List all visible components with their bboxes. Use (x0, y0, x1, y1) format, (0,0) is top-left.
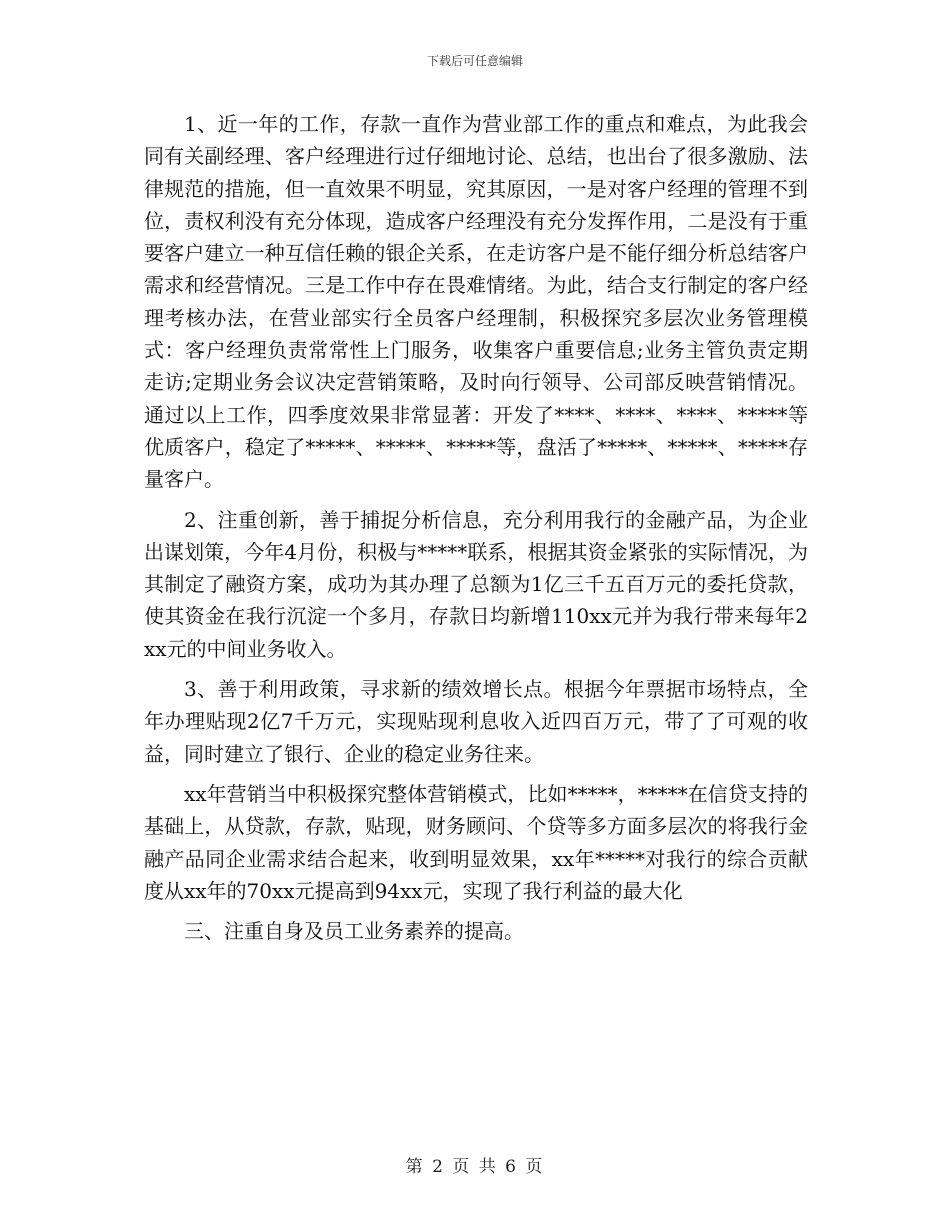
section-heading: 三、注重自身及员工业务素养的提高。 (184, 919, 524, 944)
paragraph-2: 2、注重创新，善于捕捉分析信息，充分利用我行的金融产品，为企业出谋划策，今年4月份，积极与*****联系，根据其资金紧张的实际情况，为其制定了融资方案，成功为其办理了总额为1亿三千五百万元的委托贷款，使其资金在我行沉淀一个多月，存款日均新增110xx元并为我行带来每年2xx元的中间业务收入。 (144, 507, 808, 661)
paragraph-1: 1、近一年的工作，存款一直作为营业部工作的重点和难点，为此我会同有关副经理、客户经理进行过仔细地讨论、总结，也出台了很多激励、法律规范的措施，但一直效果不明显，究其原因，一是对客户经理的管理不到位，责权利没有充分体现，造成客户经理没有充分发挥作用，二是没有于重要客户建立一种互信任赖的银企关系，在走访客户是不能仔细分析总结客户需求和经营情况。三是工作中存在畏难情绪。为此，结合支行制定的客户经理考核办法，在营业部实行全员客户经理制，积极探究多层次业务管理模式：客户经理负责常常性上门服务，收集客户重要信息;业务主管负责定期走访;定期业务会议决定营销策略，及时向行领导、公司部反映营销情况。通过以上工作，四季度效果非常显著：开发了****、****、****、*****等优质客户，稳定了*****、*****、*****等，盘活了*****、*****、*****存量客户。 (144, 112, 808, 492)
page-header-note: 下载后可任意编辑 (426, 54, 523, 68)
document-body (144, 108, 808, 955)
paragraph-3: 3、善于利用政策，寻求新的绩效增长点。根据今年票据市场特点，全年办理贴现2亿7千万元，实现贴现利息收入近四百万元，带了了可观的收益，同时建立了银行、企业的稳定业务往来。 (144, 677, 808, 766)
page-number: 第 2 页 共 6 页 (405, 1157, 545, 1177)
paragraph-4: xx年营销当中积极探究整体营销模式，比如*****，*****在信贷支持的基础上，从贷款，存款，贴现，财务顾问、个贷等多方面多层次的将我行金融产品同企业需求结合起来，收到明显效果，xx年*****对我行的综合贡献度从xx年的70xx元提高到94xx元，实现了我行利益的最大化 (144, 781, 808, 903)
